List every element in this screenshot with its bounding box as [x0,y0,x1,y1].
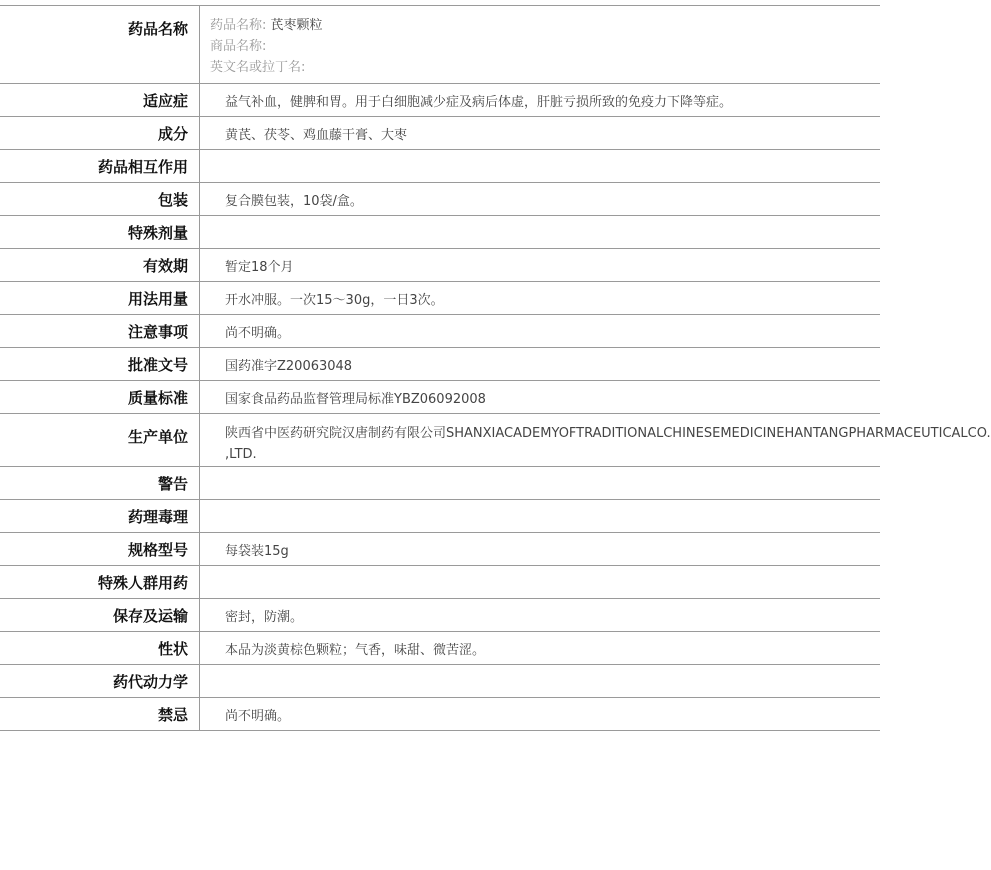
row-value [200,566,880,598]
spec-row [0,249,880,282]
generic-name-key: 药品名称: [210,18,267,33]
row-value: 国家食品药品监督管理局标准YBZ06092008 [225,391,486,407]
manufacturer-value [200,414,991,466]
row-label: 规格型号 [0,533,200,565]
row-value: 复合膜包装，10袋/盒。 [225,193,363,209]
drug-spec-table [0,5,991,731]
row-label: 保存及运输 [0,599,200,631]
row-label: 药代动力学 [0,665,200,697]
row-value: 国药准字Z20063048 [225,358,353,374]
row-value: 暂定18个月 [225,259,294,275]
row-label: 质量标准 [0,381,200,413]
spec-row [0,566,880,599]
spec-row [0,665,880,698]
spec-row [0,500,880,533]
generic-name-value: 芪枣颗粒 [270,18,323,33]
row-label: 药品相互作用 [0,150,200,182]
spec-row [0,183,880,216]
manufacturer-line-2: ,LTD. [225,447,257,462]
row-value [200,216,880,248]
spec-row [0,282,880,315]
manufacturer-row [0,414,991,467]
row-value: 尚不明确。 [225,708,291,724]
generic-name-line [210,15,880,36]
drug-name-values [200,6,880,83]
trade-name-line [210,36,880,57]
spec-row [0,599,880,632]
row-label: 有效期 [0,249,200,281]
row-value: 本品为淡黄棕色颗粒；气香，味甜、微苦涩。 [225,642,486,658]
spec-row [0,381,880,414]
row-value [200,500,880,532]
english-name-line [210,57,880,78]
row-label: 注意事项 [0,315,200,347]
spec-row [0,533,880,566]
row-label: 药理毒理 [0,500,200,532]
row-value: 尚不明确。 [225,325,291,341]
row-label: 特殊剂量 [0,216,200,248]
row-label: 适应症 [0,84,200,116]
spec-row [0,216,880,249]
row-label: 特殊人群用药 [0,566,200,598]
row-value [200,150,880,182]
spec-row [0,698,880,731]
row-label: 批准文号 [0,348,200,380]
row-value [200,665,880,697]
row-value: 每袋装15g [225,543,289,559]
spec-row [0,117,880,150]
row-label: 成分 [0,117,200,149]
row-value: 黄芪、茯苓、鸡血藤干膏、大枣 [225,127,408,143]
row-label: 生产单位 [0,414,200,466]
row-label: 包装 [0,183,200,215]
row-label: 禁忌 [0,698,200,730]
manufacturer-line-1: 陕西省中医药研究院汉唐制药有限公司SHANXIACADEMYOFTRADITIONALCHINESEMEDICINEHANTANGPHARMACEUTICALCO. [225,426,991,441]
row-label: 用法用量 [0,282,200,314]
row-label: 性状 [0,632,200,664]
spec-row [0,632,880,665]
row-label: 药品名称 [0,6,200,83]
row-value: 益气补血，健脾和胃。用于白细胞减少症及病后体虚，肝脏亏损所致的免疫力下降等症。 [225,94,733,110]
spec-row [0,348,880,381]
row-label: 警告 [0,467,200,499]
spec-row [0,150,880,183]
drug-name-row [0,6,880,84]
english-name-key: 英文名或拉丁名: [210,60,306,75]
row-value: 密封，防潮。 [225,609,304,625]
row-value [200,467,880,499]
trade-name-key: 商品名称: [210,39,267,54]
spec-row [0,84,880,117]
spec-row [0,467,880,500]
spec-row [0,315,880,348]
row-value: 开水冲服。一次15～30g，一日3次。 [225,292,444,308]
